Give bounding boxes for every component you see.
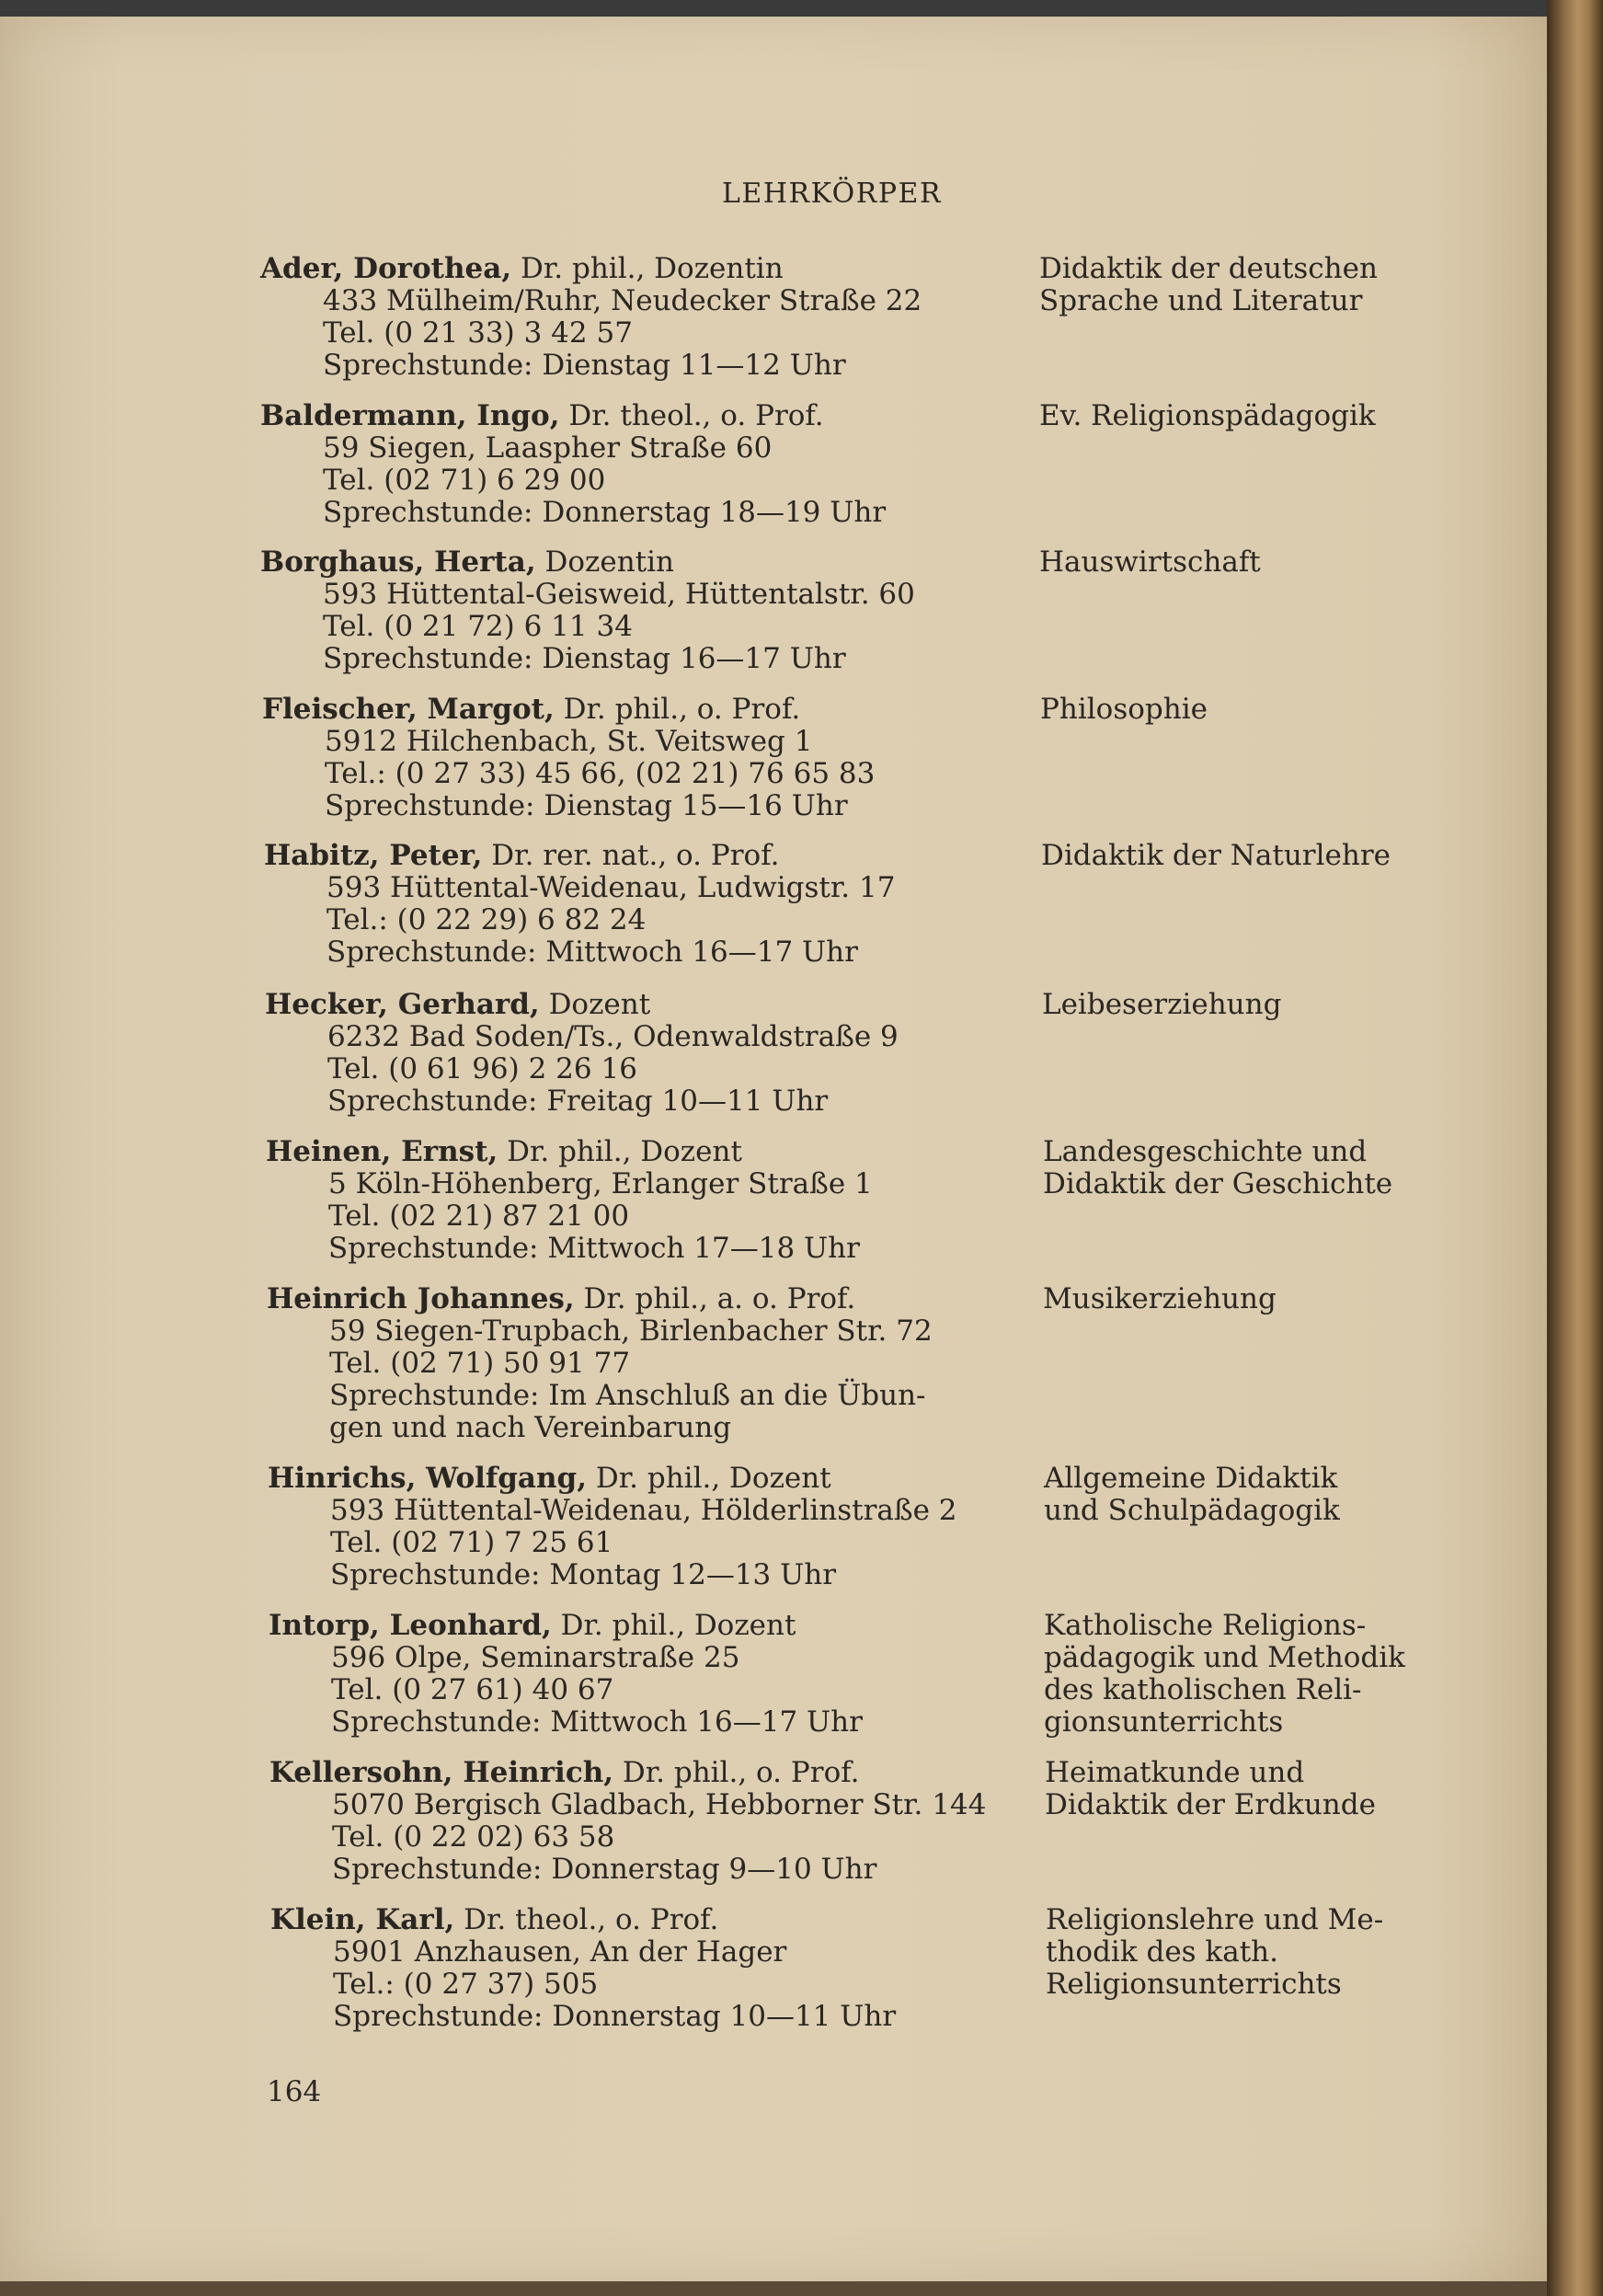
page-header: LEHRKÖRPER xyxy=(722,178,943,210)
office-hours: Sprechstunde: Mittwoch 16—17 Uhr xyxy=(326,936,858,969)
staff-phone: Tel.: (0 27 33) 45 66, (02 21) 76 65 83 xyxy=(325,757,876,790)
office-hours-continued: gen und nach Vereinbarung xyxy=(329,1411,732,1444)
entry-name-line xyxy=(269,1757,1014,1789)
staff-entry xyxy=(267,1283,1014,1444)
subject-entry xyxy=(1039,546,1444,579)
staff-address: 593 Hüttental-Geisweid, Hüttentalstr. 60 xyxy=(323,578,915,611)
subject-line: und Schulpädagogik xyxy=(1044,1494,1340,1527)
subject-entry xyxy=(1040,694,1444,726)
staff-phone: Tel. (0 22 02) 63 58 xyxy=(332,1820,615,1854)
staff-address: 6232 Bad Soden/Ts., Odenwaldstraße 9 xyxy=(327,1020,899,1053)
staff-name: Kellersohn, Heinrich, xyxy=(269,1756,614,1789)
staff-address: 5 Köln-Höhenberg, Erlanger Straße 1 xyxy=(328,1167,873,1200)
staff-name: Fleischer, Margot, xyxy=(262,693,555,726)
entry-name-line xyxy=(265,989,1014,1021)
staff-name: Hinrichs, Wolfgang, xyxy=(268,1462,588,1495)
staff-name: Borghaus, Herta, xyxy=(260,545,536,579)
staff-title: Dr. phil., Dozentin xyxy=(511,252,784,285)
staff-title: Dr. theol., o. Prof. xyxy=(454,1903,719,1936)
staff-phone: Tel. (02 71) 50 91 77 xyxy=(329,1347,631,1380)
staff-name: Heinen, Ernst, xyxy=(266,1135,498,1168)
subject-entry xyxy=(1045,1757,1444,1821)
subject-line: Didaktik der Geschichte xyxy=(1043,1167,1393,1200)
staff-title: Dr. phil., Dozent xyxy=(498,1135,742,1168)
entry-name-line xyxy=(260,400,1014,432)
staff-title: Dr. rer. nat., o. Prof. xyxy=(482,839,780,872)
staff-address: 593 Hüttental-Weidenau, Hölderlinstraße 2 xyxy=(330,1494,957,1527)
staff-entry xyxy=(266,1136,1014,1265)
office-hours: Sprechstunde: Donnerstag 18—19 Uhr xyxy=(323,496,887,529)
staff-title: Dr. phil., Dozent xyxy=(587,1462,831,1495)
staff-phone: Tel.: (0 27 37) 505 xyxy=(333,1968,599,2001)
staff-name: Ader, Dorothea, xyxy=(260,252,512,285)
subject-entry xyxy=(1043,1283,1444,1315)
staff-name: Intorp, Leonhard, xyxy=(269,1609,552,1642)
staff-title: Dr. phil., a. o. Prof. xyxy=(574,1282,856,1315)
staff-address: 5901 Anzhausen, An der Hager xyxy=(333,1935,787,1969)
subject-line: Didaktik der Naturlehre xyxy=(1041,839,1391,872)
entry-name-line xyxy=(270,1904,1014,1936)
entry-name-line xyxy=(268,1463,1014,1495)
staff-phone: Tel. (0 21 72) 6 11 34 xyxy=(323,610,633,643)
staff-entry xyxy=(269,1757,1014,1886)
subject-line: Allgemeine Didaktik xyxy=(1044,1462,1338,1495)
subject-line: Didaktik der deutschen xyxy=(1039,252,1378,285)
book-spine xyxy=(1547,0,1603,2296)
office-hours: Sprechstunde: Mittwoch 17—18 Uhr xyxy=(328,1232,860,1265)
staff-entry xyxy=(268,1463,1014,1591)
page-number: 164 xyxy=(267,2075,322,2108)
office-hours: Sprechstunde: Donnerstag 10—11 Uhr xyxy=(333,2000,897,2033)
entry-name-line xyxy=(267,1283,1014,1315)
subject-line: Musikerziehung xyxy=(1043,1282,1277,1315)
staff-phone: Tel. (0 27 61) 40 67 xyxy=(331,1673,614,1706)
staff-entry xyxy=(264,840,1014,969)
staff-address: 59 Siegen, Laaspher Straße 60 xyxy=(323,431,773,465)
subject-line: pädagogik und Methodik xyxy=(1044,1641,1405,1674)
office-hours: Sprechstunde: Montag 12—13 Uhr xyxy=(330,1558,837,1591)
staff-address: 593 Hüttental-Weidenau, Ludwigstr. 17 xyxy=(326,871,896,904)
staff-name: Habitz, Peter, xyxy=(264,839,483,872)
subject-line: thodik des kath. xyxy=(1046,1935,1278,1969)
office-hours: Sprechstunde: Freitag 10—11 Uhr xyxy=(327,1085,829,1118)
staff-address: 59 Siegen-Trupbach, Birlenbacher Str. 72 xyxy=(329,1314,933,1348)
staff-title: Dozentin xyxy=(535,545,674,579)
staff-title: Dr. theol., o. Prof. xyxy=(559,399,824,432)
subject-line: Religionslehre und Me- xyxy=(1046,1903,1384,1936)
staff-entry xyxy=(260,253,1014,382)
staff-entry xyxy=(260,400,1014,529)
subject-line: des katholischen Reli- xyxy=(1044,1673,1362,1706)
subject-line: Heimatkunde und xyxy=(1045,1756,1305,1789)
subject-entry xyxy=(1044,1610,1444,1739)
staff-phone: Tel. (02 21) 87 21 00 xyxy=(328,1200,630,1233)
staff-title: Dr. phil., o. Prof. xyxy=(554,693,801,726)
office-hours: Sprechstunde: Donnerstag 9—10 Uhr xyxy=(332,1853,877,1886)
office-hours: Sprechstunde: Dienstag 16—17 Uhr xyxy=(323,642,846,675)
office-hours: Sprechstunde: Im Anschluß an die Übun- xyxy=(329,1379,926,1412)
staff-address: 5070 Bergisch Gladbach, Hebborner Str. 144 xyxy=(332,1788,987,1821)
subject-line: Leibeserziehung xyxy=(1042,988,1282,1021)
staff-title: Dozent xyxy=(539,988,651,1021)
staff-phone: Tel. (02 71) 7 25 61 xyxy=(330,1526,613,1559)
staff-entry xyxy=(269,1610,1014,1739)
subject-line: Philosophie xyxy=(1040,693,1208,726)
staff-address: 433 Mülheim/Ruhr, Neudecker Straße 22 xyxy=(323,284,922,317)
subject-line: Landesgeschichte und xyxy=(1043,1135,1368,1168)
subject-line: Didaktik der Erdkunde xyxy=(1045,1788,1376,1821)
staff-entry xyxy=(260,546,1014,675)
entry-name-line xyxy=(260,253,1014,285)
entry-name-line xyxy=(269,1610,1014,1642)
subject-entry xyxy=(1041,840,1444,872)
subject-entry xyxy=(1039,253,1444,317)
subject-line: Religionsunterrichts xyxy=(1046,1968,1342,2001)
subject-entry xyxy=(1042,989,1444,1021)
subject-line: gionsunterrichts xyxy=(1044,1705,1284,1739)
staff-entry xyxy=(262,694,1014,822)
staff-entry xyxy=(265,989,1014,1118)
staff-name: Baldermann, Ingo, xyxy=(260,399,560,432)
subject-line: Sprache und Literatur xyxy=(1039,284,1363,317)
subject-entry xyxy=(1043,1136,1444,1200)
staff-name: Heinrich Johannes, xyxy=(267,1282,575,1315)
entry-name-line xyxy=(262,694,1014,726)
staff-name: Klein, Karl, xyxy=(270,1903,455,1936)
subject-entry xyxy=(1044,1463,1444,1527)
entry-name-line xyxy=(264,840,1014,872)
office-hours: Sprechstunde: Mittwoch 16—17 Uhr xyxy=(331,1705,863,1739)
subject-entry xyxy=(1039,400,1444,432)
staff-name: Hecker, Gerhard, xyxy=(265,988,540,1021)
staff-address: 596 Olpe, Seminarstraße 25 xyxy=(331,1641,740,1674)
office-hours: Sprechstunde: Dienstag 11—12 Uhr xyxy=(323,349,846,382)
staff-title: Dr. phil., o. Prof. xyxy=(613,1756,860,1789)
staff-phone: Tel. (0 21 33) 3 42 57 xyxy=(323,316,633,350)
entry-name-line xyxy=(260,546,1014,579)
subject-line: Hauswirtschaft xyxy=(1039,545,1261,579)
office-hours: Sprechstunde: Dienstag 15—16 Uhr xyxy=(325,789,848,822)
subject-line: Ev. Religionspädagogik xyxy=(1039,399,1376,432)
staff-phone: Tel.: (0 22 29) 6 82 24 xyxy=(326,903,647,936)
subject-entry xyxy=(1046,1904,1444,2001)
staff-entry xyxy=(270,1904,1014,2033)
staff-phone: Tel. (0 61 96) 2 26 16 xyxy=(327,1052,637,1085)
staff-title: Dr. phil., Dozent xyxy=(551,1609,796,1642)
staff-address: 5912 Hilchenbach, St. Veitsweg 1 xyxy=(325,725,813,758)
staff-phone: Tel. (02 71) 6 29 00 xyxy=(323,464,606,497)
entry-name-line xyxy=(266,1136,1014,1168)
subject-line: Katholische Religions- xyxy=(1044,1609,1367,1642)
